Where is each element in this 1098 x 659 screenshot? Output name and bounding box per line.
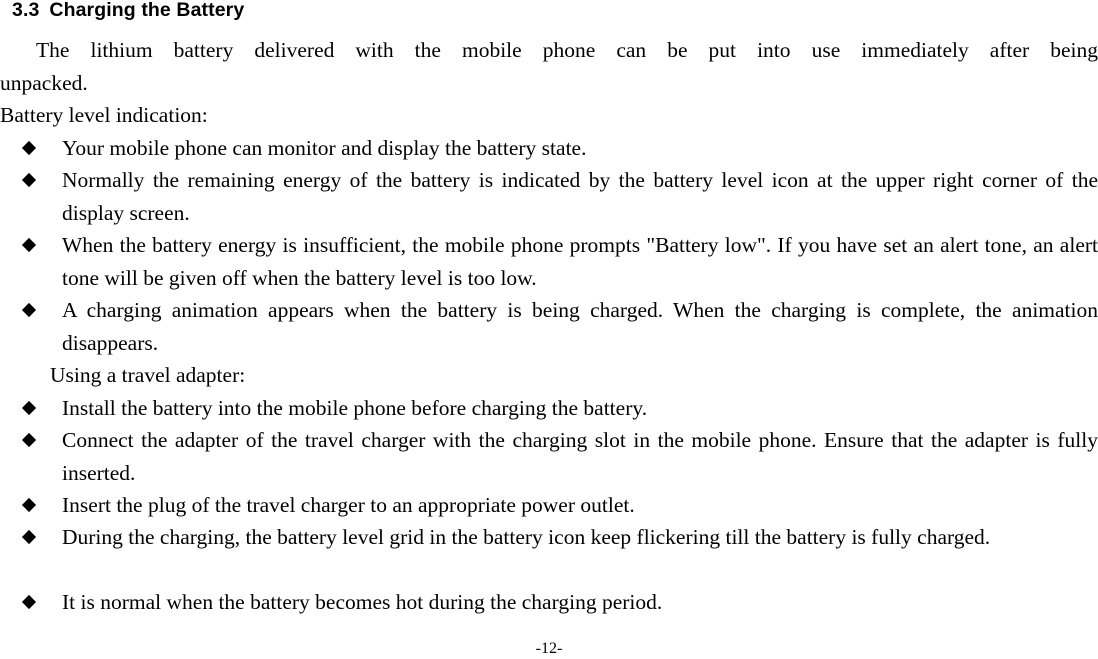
list-item-text: When the battery energy is insufficient, the mobile phone prompts "Battery low". If you have set an alert tone, an alert tone will be given off when the battery level is too low. xyxy=(62,233,1098,290)
diamond-bullet-icon xyxy=(22,595,36,609)
section-number: 3.3 xyxy=(12,0,40,21)
diamond-bullet-icon xyxy=(22,530,36,544)
list-item-text: Normally the remaining energy of the battery is indicated by the battery level icon at the upper right corner of the display screen. xyxy=(62,168,1098,225)
diamond-bullet-icon xyxy=(22,498,36,512)
section-heading xyxy=(12,0,244,22)
list-item-text: It is normal when the battery becomes hot during the charging period. xyxy=(62,590,663,614)
list-item-text: Insert the plug of the travel charger to an appropriate power outlet. xyxy=(62,493,635,517)
travel-adapter-label: Using a travel adapter: xyxy=(50,363,246,387)
list-item-text: Your mobile phone can monitor and display the battery state. xyxy=(62,136,587,160)
list-item-text: Install the battery into the mobile phone before charging the battery. xyxy=(62,396,648,420)
diamond-bullet-icon xyxy=(22,173,36,187)
list-item-text: During the charging, the battery level grid in the battery icon keep flickering till the battery is fully charged. xyxy=(62,525,991,549)
section-title: Charging the Battery xyxy=(49,0,245,21)
diamond-bullet-icon xyxy=(22,141,36,155)
list-item-text: A charging animation appears when the battery is being charged. When the charging is complete, the animation disappears. xyxy=(62,298,1098,355)
diamond-bullet-icon xyxy=(22,238,36,252)
page-number: -12- xyxy=(535,640,563,657)
diamond-bullet-icon xyxy=(22,401,36,415)
diamond-bullet-icon xyxy=(22,303,36,317)
battery-level-label: Battery level indication: xyxy=(0,103,208,127)
list-item-text: Connect the adapter of the travel charger with the charging slot in the mobile phone. Ensure that the adapter is fully inserted. xyxy=(62,428,1098,485)
diamond-bullet-icon xyxy=(22,433,36,447)
intro-paragraph: The lithium battery delivered with the mobile phone can be put into use immediately after being unpacked. xyxy=(0,38,1098,95)
